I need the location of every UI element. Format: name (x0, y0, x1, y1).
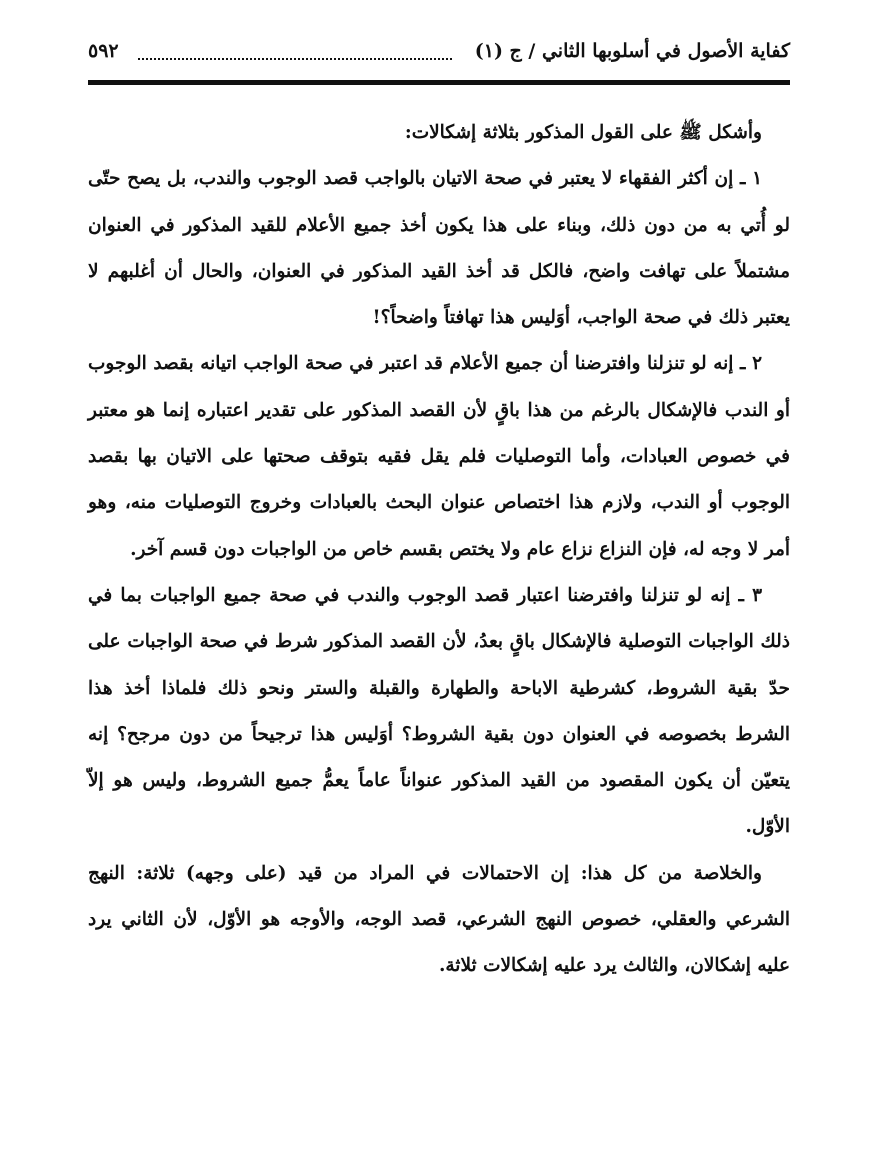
paragraph-objection-2: ٢ ـ إنه لو تنزلنا وافترضنا أن جميع الأعلام قد اعتبر في صحة الواجب اتيانه بقصد الوجوب أو الندب فالإشكال بالرغم من هذا باقٍ لأن القصد المذكور على تقدير اعتباره إنما هو معتبر في خصوص العبادات، وأما التوصليات فلم يقل فقيه بتوقف صحتها على الاتيان بها بقصد الوجوب أو الندب، ولازم هذا اختصاص عنوان البحث بالعبادات وخروج التوصليات منه، وهو أمر لا وجه له، فإن النزاع نزاع عام ولا يختص بقسم خاص من الواجبات دون قسم آخر. (88, 353, 790, 560)
paragraph-objection-1: ١ ـ إن أكثر الفقهاء لا يعتبر في صحة الاتيان بالواجب قصد الوجوب والندب، بل يصح حتّى لو أُتي به من دون ذلك، وبناء على هذا يكون أخذ جميع الأعلام للقيد المذكور في العنوان مشتملاً على تهافت واضح، فالكل قد أخذ القيد المذكور في العنوان، والحال أن أغلبهم لا يعتبر ذلك في صحة الواجب، أوَليس هذا تهافتاً واضحاً؟! (88, 168, 790, 329)
book-page (88, 38, 790, 1148)
paragraph-objection-3: ٣ ـ إنه لو تنزلنا وافترضنا اعتبار قصد الوجوب والندب في صحة جميع الواجبات بما في ذلك الواجبات التوصلية فالإشكال باقٍ بعدُ، لأن القصد المذكور شرط في صحة الواجبات على حدّ بقية الشروط، كشرطية الاباحة والطهارة والقبلة والستر ونحو ذلك فلماذا أخذ هذا الشرط بخصوصه في العنوان دون بقية الشروط؟ أوَليس هذا ترجيحاً من دون مرجح؟ إنه يتعيّن أن يكون المقصود من القيد المذكور عنواناً عاماً يعمُّ جميع الشروط، وليس هو إلاّ الأوّل. (88, 584, 790, 838)
running-header-title: كفاية الأصول في أسلوبها الثاني / ج (١) (474, 40, 790, 62)
running-header (88, 38, 790, 72)
header-rule (88, 80, 790, 85)
paragraph-intro: وأشكل ﷺ على القول المذكور بثلاثة إشكالات: (404, 122, 762, 143)
paragraph-summary: والخلاصة من كل هذا: إن الاحتمالات في المراد من قيد (على وجهه) ثلاثة: النهج الشرعي والعقلي، خصوص النهج الشرعي، قصد الوجه، والأوجه هو الأوّل، لأن الثاني يرد عليه إشكالان، والثالث يرد عليه إشكالات ثلاثة. (88, 862, 790, 977)
main-text (88, 110, 790, 990)
header-dot-leader (138, 58, 452, 60)
page-number: ٥٩٢ (88, 40, 119, 62)
